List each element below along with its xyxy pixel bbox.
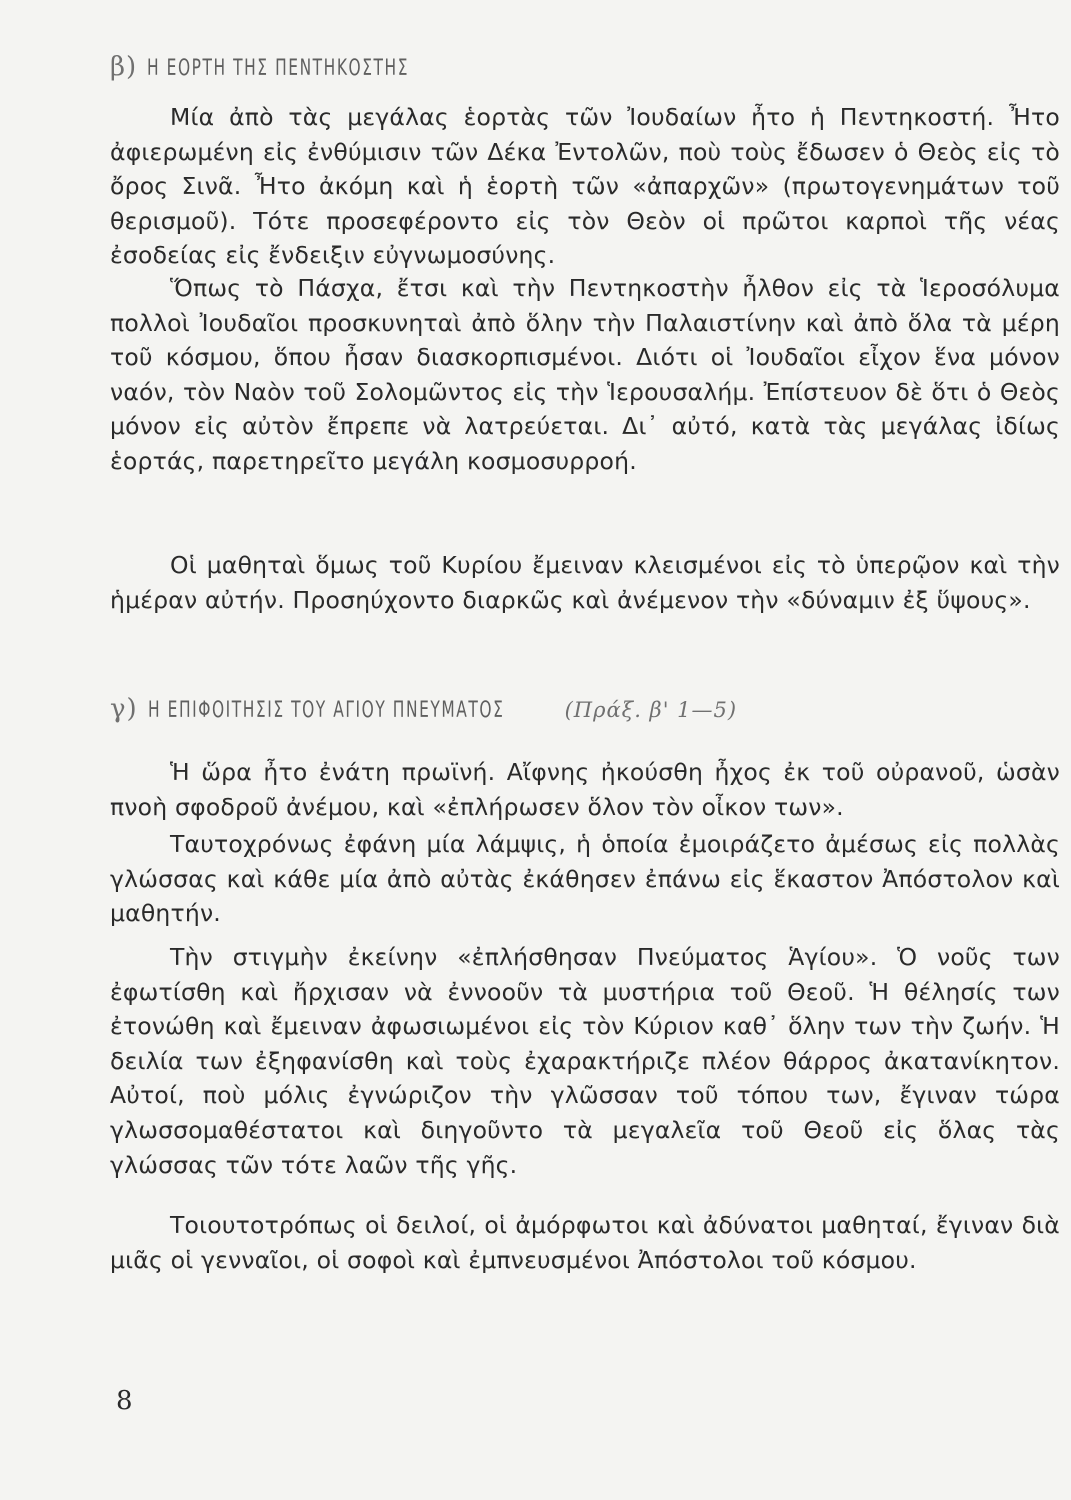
section-title: Η ΕΟΡΤΗ ΤΗΣ ΠΕΝΤΗΚΟΣΤΗΣ bbox=[147, 56, 410, 81]
section-title: Η ΕΠΙΦΟΙΤΗΣΙΣ ΤΟΥ ΑΓΙΟΥ ΠΝΕΥΜΑΤΟΣ bbox=[147, 698, 505, 723]
paragraph: Ταυτοχρόνως ἐφάνη μία λάμψις, ἡ ὁποία ἐμοιράζετο ἀμέσως εἰς πολλὰς γλώσσας καὶ κάθε μία ἀπὸ αὐτὰς ἐκάθησεν ἐπάνω εἰς ἕκαστον Ἀπόστολον καὶ μαθητήν. bbox=[110, 830, 1060, 928]
paragraph: Ἡ ὥρα ἦτο ἐνάτη πρωϊνή. Αἴφνης ἠκούσθη ἦχος ἐκ τοῦ οὐρανοῦ, ὡσὰν πνοὴ σφοδροῦ ἀνέμου, καὶ «ἐπλήρωσεν ὅλον τὸν οἶκον των». bbox=[110, 758, 1060, 821]
page-number: 8 bbox=[116, 1386, 133, 1416]
section-heading-pentecost bbox=[110, 52, 483, 82]
paragraph: Τὴν στιγμὴν ἐκείνην «ἐπλήσθησαν Πνεύματος Ἁγίου». Ὁ νοῦς των ἐφωτίσθη καὶ ἤρχισαν νὰ ἐννοοῦν τὰ μυστήρια τοῦ Θεοῦ. Ἡ θέλησίς των ἐτονώθη καὶ ἔμειναν ἀφωσιωμένοι εἰς τὸν Κύριον καθ᾽ ὅλην των τὴν ζωήν. Ἡ δειλία των ἐξηφανίσθη καὶ τοὺς ἐχαρακτήριζε πλέον θάρρος ἀκατανίκητον. Αὐτοί, ποὺ μόλις ἐγνώριζον τὴν γλῶσσαν τοῦ τόπου των, ἔγιναν τώρα γλωσσομαθέστατοι καὶ διηγοῦντο τὰ μεγαλεῖα τοῦ Θεοῦ εἰς ὅλας τὰς γλώσσας τῶν τότε λαῶν τῆς γῆς. bbox=[110, 943, 1060, 1179]
scripture-reference: (Πράξ. β' 1—5) bbox=[564, 698, 738, 722]
section-marker: β) bbox=[110, 52, 138, 82]
paragraph: Ὅπως τὸ Πάσχα, ἔτσι καὶ τὴν Πεντηκοστὴν ἦλθον εἰς τὰ Ἱεροσόλυμα πολλοὶ Ἰουδαῖοι προσκυνηταὶ ἀπὸ ὅλην τὴν Παλαιστίνην καὶ ἀπὸ ὅλα τὰ μέρη τοῦ κόσμου, ὅπου ἦσαν διασκορπισμένοι. Διότι οἱ Ἰουδαῖοι εἶχον ἕνα μόνον ναόν, τὸν Ναὸν τοῦ Σολομῶντος εἰς τὴν Ἱερουσαλήμ. Ἐπίστευον δὲ ὅτι ὁ Θεὸς μόνον εἰς αὐτὸν ἔπρεπε νὰ λατρεύεται. Δι᾽ αὐτό, κατὰ τὰς μεγάλας ἰδίως ἑορτάς, παρετηρεῖτο μεγάλη κοσμοσυρροή. bbox=[110, 274, 1060, 475]
paragraph: Τοιουτοτρόπως οἱ δειλοί, οἱ ἀμόρφωτοι καὶ ἀδύνατοι μαθηταί, ἔγιναν διὰ μιᾶς οἱ γενναῖοι, οἱ σοφοὶ καὶ ἐμπνευσμένοι Ἀπόστολοι τοῦ κόσμου. bbox=[110, 1211, 1060, 1274]
paragraph: Μία ἀπὸ τὰς μεγάλας ἑορτὰς τῶν Ἰουδαίων ἦτο ἡ Πεντηκοστή. Ἦτο ἀφιερωμένη εἰς ἐνθύμισιν τῶν Δέκα Ἐντολῶν, ποὺ τοὺς ἔδωσεν ὁ Θεὸς εἰς τὸ ὄρος Σινᾶ. Ἦτο ἀκόμη καὶ ἡ ἑορτὴ τῶν «ἀπαρχῶν» (πρωτογενημάτων τοῦ θερισμοῦ). Τότε προσεφέροντο εἰς τὸν Θεὸν οἱ πρῶτοι καρποὶ τῆς νέας ἐσοδείας εἰς ἔνδειξιν εὐγνωμοσύνης. bbox=[110, 103, 1060, 270]
section-marker: γ) bbox=[110, 694, 138, 724]
paragraph: Οἱ μαθηταὶ ὅμως τοῦ Κυρίου ἔμειναν κλεισμένοι εἰς τὸ ὑπερῷον καὶ τὴν ἡμέραν αὐτήν. Προσηύχοντο διαρκῶς καὶ ἀνέμενον τὴν «δύναμιν ἐξ ὕψους». bbox=[110, 551, 1060, 614]
section-heading-holy-spirit bbox=[110, 694, 737, 724]
